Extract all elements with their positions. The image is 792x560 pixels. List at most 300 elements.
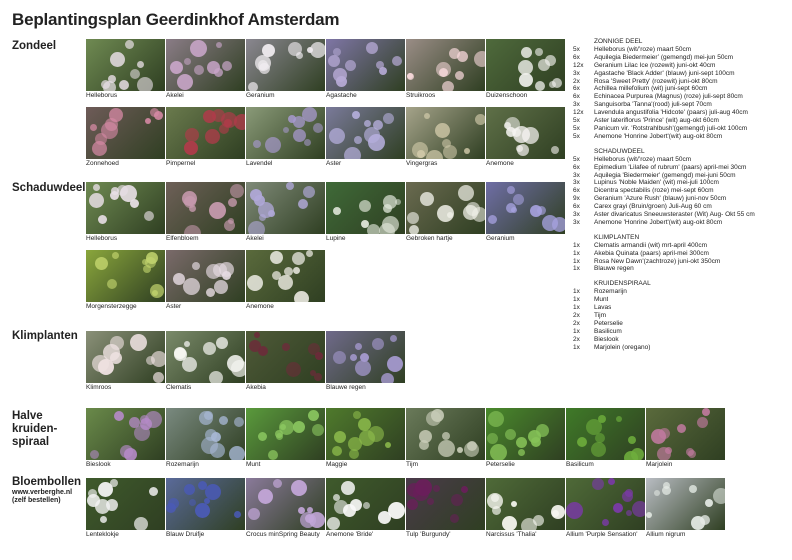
flower-blob: [461, 486, 468, 493]
flower-blob: [310, 370, 316, 376]
list-item: [573, 172, 788, 180]
flower-blob: [713, 488, 725, 504]
flower-blob: [333, 207, 341, 215]
flower-blob: [137, 61, 144, 68]
flower-blob: [189, 499, 196, 506]
item-quantity: 3x: [573, 211, 580, 219]
item-description: Rosa 'Sweet Pretty' (rozewit) juni-okt 80cm: [594, 77, 718, 85]
list-heading: KLIMPLANTEN: [594, 233, 640, 241]
plant-photo: [566, 478, 645, 530]
flower-blob: [227, 355, 244, 372]
flower-blob: [265, 137, 281, 153]
plant-tile: [486, 478, 565, 539]
plant-photo: [406, 107, 485, 159]
list-item: [573, 46, 788, 54]
list-item: [573, 93, 788, 101]
item-quantity: 2x: [573, 335, 580, 343]
flower-blob: [327, 517, 340, 530]
list-heading: KRUIDENSPIRAAL: [594, 280, 651, 288]
plant-caption: Helleborus: [86, 235, 118, 242]
item-quantity: 6x: [573, 163, 580, 171]
flower-blob: [306, 250, 313, 257]
list-item: [573, 296, 788, 304]
flower-blob: [367, 224, 380, 234]
plant-caption: Lavendel: [246, 160, 273, 167]
plant-caption: Clematis: [166, 384, 192, 391]
item-description: Geranium 'Azure Rush' (blauw) juni-nov 50cm: [594, 195, 727, 203]
flower-blob: [270, 251, 283, 264]
list-item: [573, 117, 788, 125]
flower-blob: [125, 40, 134, 49]
item-quantity: 6x: [573, 187, 580, 195]
plant-photo: [406, 408, 485, 460]
list-item: [573, 219, 788, 227]
plant-photo: [646, 408, 725, 460]
list-item: [573, 179, 788, 187]
plant-tile: [86, 408, 165, 469]
flower-blob: [98, 215, 107, 224]
plant-caption: Peterselie: [486, 461, 515, 468]
flower-blob: [442, 139, 451, 148]
flower-blob: [516, 437, 527, 448]
supplier-remark: (zelf bestellen): [12, 497, 61, 504]
flower-blob: [538, 59, 550, 71]
heading-line: spiraal: [12, 436, 50, 448]
plant-photo: [326, 331, 405, 383]
item-quantity: 6x: [573, 53, 580, 61]
page-title: Beplantingsplan Geerdinkhof Amsterdam: [12, 10, 340, 29]
list-spacer: [573, 227, 788, 234]
plant-caption: Basilicum: [566, 461, 594, 468]
list-item: [573, 265, 788, 273]
item-quantity: 1x: [573, 265, 580, 273]
plant-tile: [86, 331, 165, 392]
supplier-url[interactable]: www.verberghe.nl: [12, 489, 73, 496]
flower-blob: [262, 44, 275, 57]
flower-blob: [379, 223, 395, 234]
list-item: [573, 195, 788, 203]
flower-blob: [488, 215, 497, 224]
list-item: [573, 203, 788, 211]
flower-blob: [360, 353, 369, 362]
item-quantity: 12x: [573, 61, 584, 69]
item-description: Achillea millefolium (wit) juni-sept 60cm: [594, 85, 708, 93]
plant-photo: [486, 39, 565, 91]
flower-blob: [688, 450, 696, 458]
flower-blob: [219, 416, 228, 425]
plant-caption: Agastache: [326, 92, 357, 99]
flower-blob: [117, 185, 128, 196]
flower-blob: [258, 489, 273, 504]
flower-blob: [286, 182, 294, 190]
flower-blob: [551, 505, 565, 519]
item-description: Panicum vir. 'Rotstrahlbush'(gemengd) juli-okt 100cm: [594, 124, 748, 132]
plant-photo: [86, 408, 165, 460]
plant-photo: [166, 182, 245, 234]
flower-blob: [409, 225, 419, 234]
item-description: Aster divaricatus Sneeuwsteraster (Wit) Aug- Okt 55 cm: [594, 211, 755, 219]
list-item: [573, 164, 788, 172]
flower-blob: [185, 128, 199, 142]
list-item: [573, 250, 788, 258]
flower-blob: [182, 357, 197, 372]
photo-row-klimplanten: [86, 331, 405, 392]
plant-photo: [646, 478, 725, 530]
flower-blob: [552, 217, 565, 232]
flower-blob: [392, 56, 402, 66]
plant-photo: [486, 478, 565, 530]
item-description: Sanguisorba 'Tanna'(rood) juli-sept 70cm: [594, 101, 712, 109]
plant-photo: [86, 107, 165, 159]
item-quantity: 5x: [573, 155, 580, 163]
plant-caption: Anemone: [486, 160, 514, 167]
flower-blob: [247, 275, 263, 291]
item-description: Aquilegia 'Biedermeier' (gemengd) mei-juni 50cm: [594, 171, 736, 179]
flower-blob: [90, 450, 99, 459]
list-item: [573, 288, 788, 296]
flower-blob: [372, 338, 384, 350]
flower-blob: [259, 63, 270, 74]
flower-blob: [364, 120, 371, 127]
flower-blob: [216, 42, 222, 48]
flower-blob: [530, 205, 542, 217]
flower-blob: [93, 184, 100, 191]
flower-blob: [134, 517, 148, 530]
flower-blob: [124, 448, 137, 460]
flower-blob: [551, 146, 559, 154]
heading-line: Halve: [12, 410, 43, 422]
plant-tile: [246, 408, 325, 469]
item-quantity: 5x: [573, 132, 580, 140]
flower-blob: [646, 512, 652, 518]
plant-caption: Geranium: [246, 92, 275, 99]
plant-tile: [486, 39, 565, 100]
plant-caption: Crocus minSpring Beauty: [246, 531, 320, 538]
plant-photo: [246, 39, 325, 91]
flower-blob: [407, 73, 413, 79]
item-quantity: 3x: [573, 101, 580, 109]
plant-photo: [246, 478, 325, 530]
item-description: Helleborus (wit/’roze) maart 50cm: [594, 45, 692, 53]
flower-blob: [224, 220, 235, 231]
flower-blob: [312, 424, 324, 436]
flower-blob: [183, 278, 200, 295]
item-description: Rosa New Dawn'(zachtroze) juni-okt 350cm: [594, 257, 721, 265]
plant-caption: Akebia: [246, 384, 266, 391]
flower-blob: [151, 351, 165, 367]
flower-blob: [219, 124, 229, 134]
flower-blob: [591, 442, 606, 457]
flower-blob: [292, 252, 305, 265]
flower-blob: [190, 40, 207, 57]
flower-blob: [184, 484, 195, 495]
item-description: Geranium Lilac Ice (rozewit) juni-okt 40cm: [594, 61, 716, 69]
item-description: Peterselie: [594, 319, 623, 327]
plant-caption: Anemone: [246, 303, 274, 310]
plant-photo: [486, 182, 565, 234]
flower-blob: [689, 485, 697, 493]
plant-tile: [486, 107, 565, 168]
flower-blob: [130, 334, 147, 351]
flower-blob: [268, 450, 278, 460]
flower-blob: [363, 502, 370, 509]
flower-blob: [518, 449, 525, 456]
flower-blob: [150, 284, 164, 298]
flower-blob: [114, 411, 124, 421]
flower-blob: [427, 498, 434, 505]
flower-blob: [95, 257, 108, 270]
plant-photo: [326, 408, 405, 460]
section-zondeel-heading: Zondeel: [12, 40, 57, 52]
flower-blob: [383, 113, 394, 124]
plant-tile: [406, 408, 485, 469]
flower-blob: [92, 141, 107, 156]
item-description: Lavendula angustifolia 'Hidcote' (paars) juli-aug 40cm: [594, 109, 748, 117]
flower-blob: [333, 351, 346, 364]
heading-line: kruiden-: [12, 423, 58, 435]
list-heading: ZONNIGE DEEL: [594, 38, 643, 45]
plant-caption: Akelei: [246, 235, 264, 242]
flower-blob: [177, 74, 193, 90]
flower-blob: [298, 199, 308, 209]
flower-blob: [195, 503, 210, 518]
item-description: Marjolein (oregano): [594, 343, 651, 351]
flower-blob: [458, 185, 474, 201]
flower-blob: [345, 60, 356, 71]
flower-blob: [209, 371, 223, 383]
flower-blob: [549, 81, 556, 88]
flower-blob: [426, 150, 443, 159]
flower-blob: [341, 481, 355, 495]
list-item: [573, 54, 788, 62]
flower-blob: [88, 489, 97, 498]
item-description: Helleborus (wit/’roze) maart 50cm: [594, 155, 692, 163]
flower-blob: [89, 193, 104, 208]
flower-blob: [154, 111, 163, 120]
flower-blob: [439, 68, 448, 77]
plant-photo: [166, 250, 245, 302]
flower-blob: [108, 75, 116, 83]
item-quantity: 3x: [573, 179, 580, 187]
item-description: Bieslook: [594, 335, 619, 343]
flower-blob: [415, 479, 432, 496]
section-kruidenspiraal-heading: [12, 410, 57, 449]
flower-blob: [291, 480, 307, 496]
list-item: [573, 258, 788, 266]
flower-blob: [464, 148, 470, 154]
item-quantity: 3x: [573, 218, 580, 226]
flower-blob: [234, 417, 244, 427]
flower-blob: [361, 220, 369, 228]
item-description: Anemone 'Honrine Jobert'(wit) aug-okt 80cm: [594, 132, 723, 140]
list-item: [573, 109, 788, 117]
flower-blob: [387, 356, 403, 372]
flower-blob: [100, 516, 107, 523]
flower-blob: [184, 58, 191, 65]
flower-blob: [248, 221, 265, 234]
flower-blob: [487, 433, 498, 444]
plant-photo: [566, 408, 645, 460]
flower-blob: [522, 127, 539, 144]
flower-blob: [107, 279, 117, 289]
section-bloembollen-heading: Bloembollen: [12, 476, 82, 488]
plant-caption: Lupine: [326, 235, 346, 242]
item-quantity: 1x: [573, 288, 580, 296]
item-description: Lavas: [594, 304, 612, 312]
list-item: [573, 328, 788, 336]
flower-blob: [333, 494, 340, 501]
item-description: Aquilegia Biedermeier’ (gemengd) mei-jun 50cm: [594, 53, 734, 61]
flower-blob: [137, 77, 153, 91]
flower-blob: [353, 411, 361, 419]
list-item: [573, 101, 788, 109]
plant-caption: Tijm: [406, 461, 419, 468]
plant-caption: Allium 'Purple Sensation': [566, 531, 638, 538]
list-item: [573, 320, 788, 328]
item-quantity: 1x: [573, 249, 580, 257]
flower-blob: [119, 80, 129, 90]
plant-caption: Narcissus 'Thalia': [486, 531, 537, 538]
flower-blob: [144, 211, 154, 221]
flower-blob: [521, 47, 532, 58]
plant-caption: Pimpernel: [166, 160, 196, 167]
flower-blob: [511, 501, 517, 507]
flower-blob: [304, 139, 311, 146]
plant-photo: [406, 182, 485, 234]
flower-blob: [450, 514, 459, 523]
flower-blob: [308, 410, 319, 421]
plant-photo: [326, 107, 405, 159]
flower-blob: [355, 343, 362, 350]
plant-tile: [326, 182, 405, 243]
plant-photo: [166, 408, 245, 460]
flower-blob: [205, 129, 220, 144]
plant-tile: [246, 331, 325, 392]
plant-tile: [86, 39, 165, 100]
plant-caption: Blauwe regen: [326, 384, 366, 391]
flower-blob: [517, 144, 529, 156]
flower-blob: [407, 212, 419, 224]
plant-tile: [566, 408, 645, 469]
flower-blob: [145, 411, 162, 428]
list-item: [573, 242, 788, 250]
flower-blob: [488, 411, 504, 427]
item-quantity: 5x: [573, 124, 580, 132]
flower-blob: [424, 113, 430, 119]
item-quantity: 3x: [573, 171, 580, 179]
plant-photo: [246, 182, 325, 234]
plant-photo: [86, 331, 165, 383]
flower-blob: [203, 110, 216, 123]
flower-blob: [519, 73, 533, 87]
flower-blob: [308, 343, 320, 355]
flower-blob: [506, 203, 516, 213]
plant-tile: [246, 478, 325, 539]
list-item: [573, 344, 788, 352]
plant-photo: [86, 39, 165, 91]
flower-blob: [216, 337, 228, 349]
section-schaduwdeel-heading: Schaduwdeel: [12, 182, 86, 194]
flower-blob: [442, 432, 450, 440]
item-quantity: 2x: [573, 312, 580, 319]
plant-tile: [86, 478, 165, 539]
photo-row-bloembollen: [86, 478, 725, 539]
list-item: [573, 304, 788, 312]
item-quantity: 1x: [573, 304, 580, 312]
flower-blob: [662, 486, 671, 495]
plant-tile: [86, 250, 165, 311]
plant-photo: [86, 250, 165, 302]
item-description: Epimedium 'Lilafee of rubrum' (paars) april-mei 30cm: [594, 163, 747, 171]
item-quantity: 2x: [573, 319, 580, 327]
photo-row-zondeel-1: [86, 39, 565, 100]
plant-caption: Gebroken hartje: [406, 235, 453, 242]
plant-tile: [406, 39, 485, 100]
plant-caption: Zonnehoed: [86, 160, 119, 167]
flower-blob: [420, 192, 434, 206]
plant-tile: [246, 39, 325, 100]
item-quantity: 5x: [573, 117, 580, 125]
flower-blob: [475, 114, 485, 125]
flower-blob: [248, 508, 260, 520]
item-description: Anemone 'Honrine Jobert'(wit) aug-okt 80cm: [594, 218, 723, 226]
flower-blob: [632, 501, 645, 517]
flower-blob: [293, 421, 305, 433]
flower-blob: [258, 432, 267, 441]
plant-caption: Marjolein: [646, 461, 673, 468]
plant-caption: Morgensterzegge: [86, 303, 137, 310]
flower-blob: [490, 444, 507, 460]
flower-blob: [112, 252, 119, 259]
plant-tile: [566, 478, 645, 539]
item-description: Carex grayi (Bruin/groen) Juli-Aug 60 cm: [594, 203, 712, 211]
plant-photo: [406, 39, 485, 91]
plant-tile: [646, 408, 725, 469]
flower-blob: [203, 342, 216, 355]
plant-photo: [326, 478, 405, 530]
flower-blob: [442, 81, 454, 91]
plant-tile: [406, 182, 485, 243]
flower-blob: [705, 499, 713, 507]
flower-blob: [293, 129, 306, 142]
plant-tile: [326, 408, 405, 469]
flower-blob: [628, 436, 636, 444]
photo-row-zondeel-2: [86, 107, 565, 168]
flower-blob: [106, 499, 118, 511]
plant-caption: Allium nigrum: [646, 531, 686, 538]
item-description: Akebia Quinata (paars) april-mei 300cm: [594, 249, 709, 257]
item-description: Echinacea Purpurea (Magnus) (roze) juli-sept 80cm: [594, 93, 743, 101]
flower-blob: [300, 512, 316, 528]
flower-blob: [194, 65, 204, 75]
flower-blob: [211, 432, 221, 442]
flower-blob: [110, 52, 125, 67]
flower-blob: [492, 506, 501, 515]
flower-blob: [390, 335, 397, 342]
flower-blob: [507, 186, 515, 194]
flower-blob: [366, 42, 378, 54]
flower-blob: [288, 42, 302, 56]
flower-blob: [173, 273, 185, 285]
flower-blob: [608, 478, 615, 485]
item-description: Basilicum: [594, 327, 622, 335]
flower-blob: [697, 417, 708, 428]
list-item: [573, 85, 788, 93]
item-description: Clematis armandii (wit) mrt-april 400cm: [594, 241, 708, 249]
flower-blob: [419, 440, 429, 450]
item-quantity: 12x: [573, 109, 584, 117]
photo-row-schaduwdeel-2: [86, 250, 325, 311]
